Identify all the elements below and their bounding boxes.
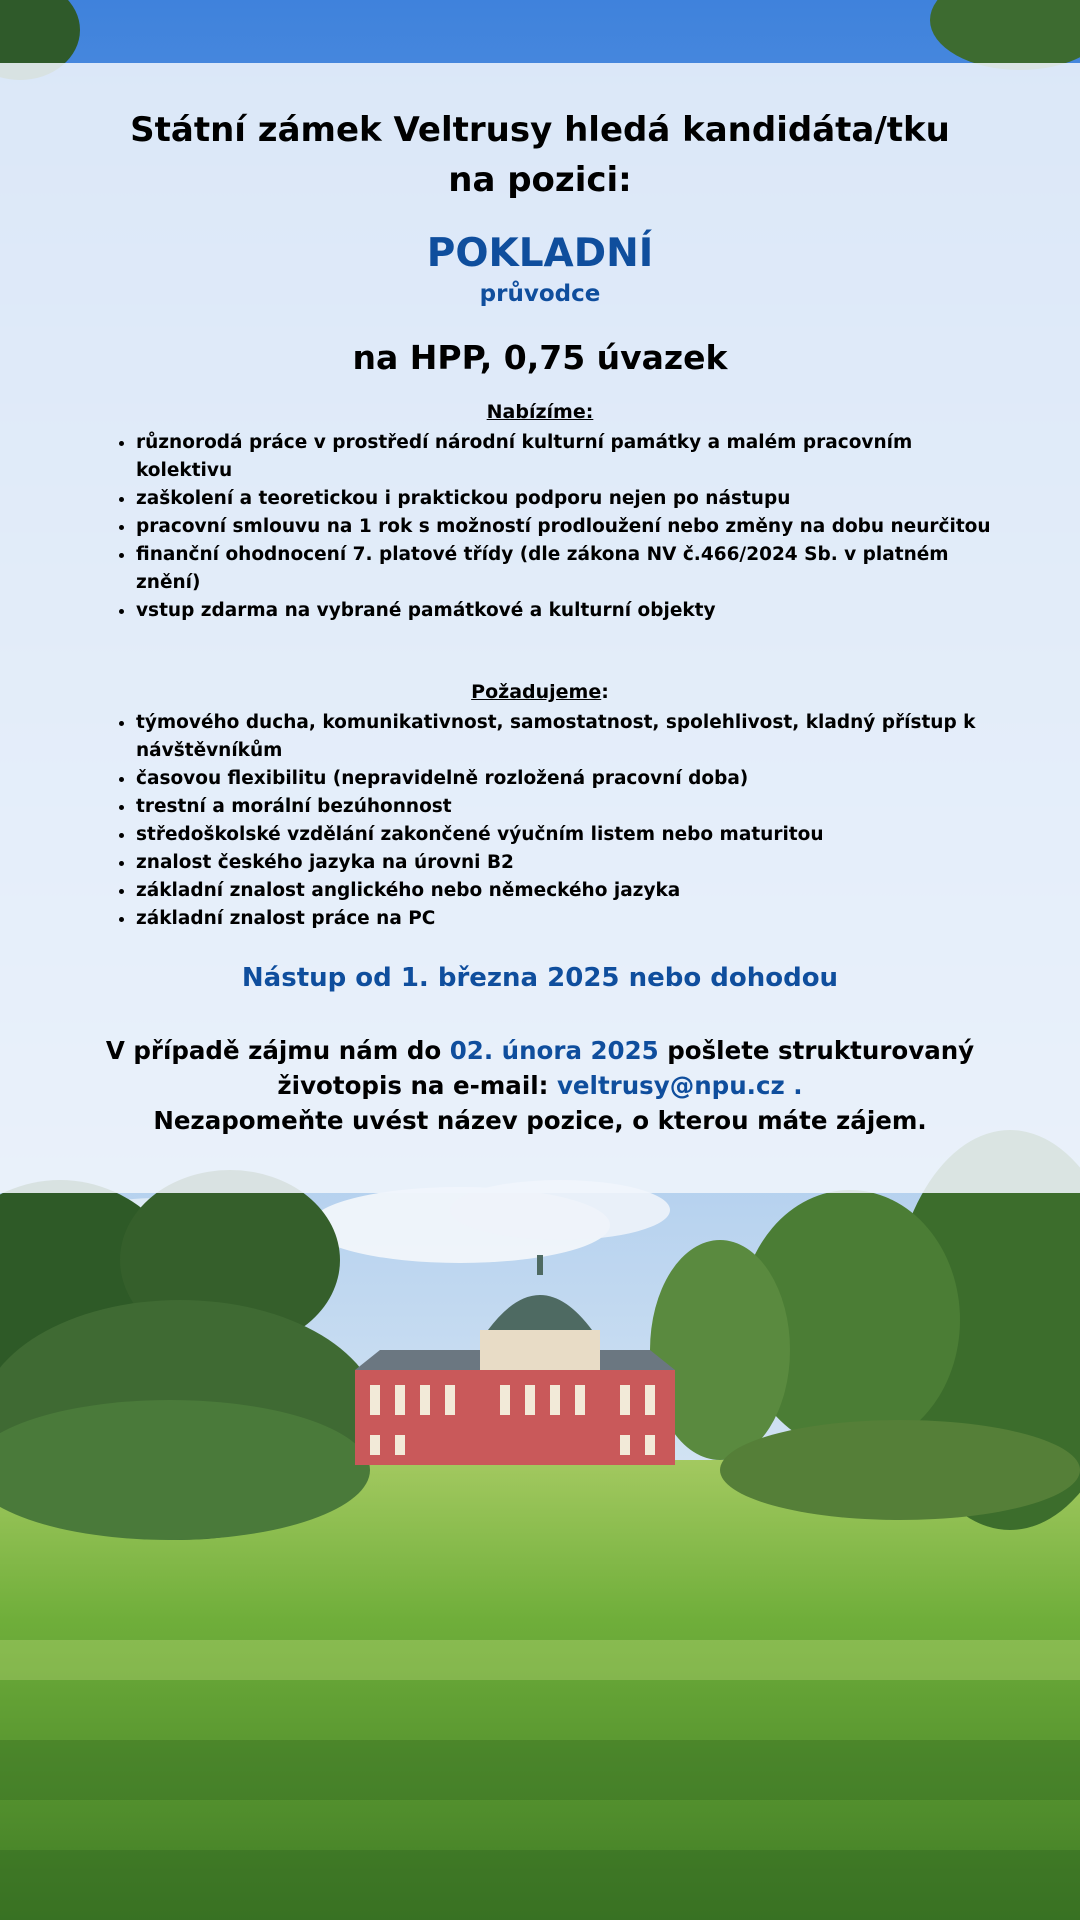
list-item: • pracovní smlouvu na 1 rok s možností prodloužení nebo změny na dobu neurčitou [136, 513, 1006, 541]
list-item: • znalost českého jazyka na úrovni B2 [136, 849, 1006, 877]
list-item: • vstup zdarma na vybrané památkové a kulturní objekty [136, 597, 1006, 625]
contact-prefix: V případě zájmu nám do [105, 1036, 450, 1065]
contract-type: na HPP, 0,75 úvazek [352, 338, 728, 377]
list-item: • základní znalost práce na PC [136, 905, 1006, 933]
list-item: • zaškolení a teoretickou i praktickou podporu nejen po nástupu [136, 485, 1006, 513]
email-link[interactable]: veltrusy@npu.cz . [556, 1071, 803, 1100]
offer-heading-label: Nabízíme: [486, 401, 594, 423]
contact-note: Nezapomeňte uvést název pozice, o kterou máte zájem. [153, 1106, 927, 1135]
offer-list [112, 429, 1006, 625]
position-title: POKLADNÍ [426, 231, 654, 276]
start-date: Nástup od 1. března 2025 nebo dohodou [241, 963, 839, 993]
list-item: • finanční ohodnocení 7. platové třídy (dle zákona NV č.466/2024 Sb. v platném znění) [136, 541, 1006, 597]
list-item: • středoškolské vzdělání zakončené výučním listem nebo maturitou [136, 821, 1006, 849]
position-subtitle: průvodce [479, 281, 601, 307]
list-item: • časovou flexibilitu (nepravidelně rozložená pracovní doba) [136, 765, 1006, 793]
deadline-date: 02. února 2025 [449, 1036, 659, 1065]
list-item: • různorodá práce v prostředí národní kulturní památky a malém pracovním kolektivu [136, 429, 1006, 485]
offer-heading [0, 401, 1080, 423]
page-title: Státní zámek Veltrusy hledá kandidáta/tku na pozici: [130, 110, 950, 200]
list-item: • týmového ducha, komunikativnost, samostatnost, spolehlivost, kladný přístup k návštěvníkům [136, 709, 1006, 765]
requirements-list [112, 709, 1006, 933]
requirements-heading-colon: : [601, 681, 609, 703]
list-item: • trestní a morální bezúhonnost [136, 793, 1006, 821]
contact-middle: pošlete strukturovaný životopis na e-mail: [277, 1036, 975, 1100]
contact-info [50, 1033, 1030, 1138]
requirements-heading-label: Požadujeme [471, 681, 602, 703]
requirements-heading [0, 681, 1080, 703]
list-item: • základní znalost anglického nebo německého jazyka [136, 877, 1006, 905]
